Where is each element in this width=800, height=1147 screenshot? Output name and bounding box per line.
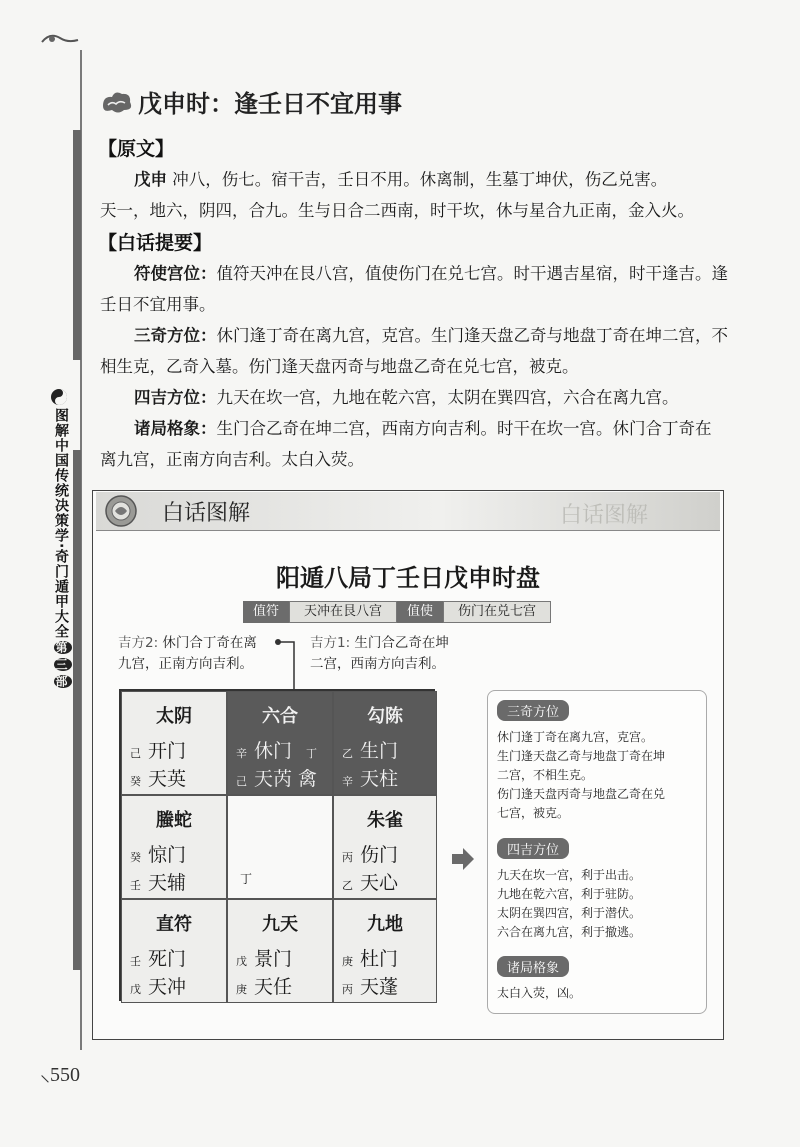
margin-bar [73,450,81,970]
plain-heading: 【白话提要】 [98,232,213,254]
chart-title: 阳遁八局丁壬日戊申时盘 [276,564,540,592]
palace-center-5: 丁 [227,795,333,899]
cloud-ornament-icon [100,88,134,116]
palace-gen-8: 直符 壬 死门 戊 天冲 [121,899,227,1003]
panel-four-auspicious-text: 九天在坎一宫，利于出击。 九地在乾六宫，利于驻防。 太阴在巽四宫，利于潜伏。 六合在离九宫，利于撤逃。 [497,868,642,939]
figure-header-title: 白话图解 [162,501,251,526]
callout-connector [270,636,300,692]
margin-bar [73,130,81,360]
palace-zhen-3: 螣蛇 癸 惊门 壬 天辅 [121,795,227,899]
palace-kun-2: 勾陈 乙 生门 辛 天柱 [333,691,437,795]
palace-dui-7: 朱雀 丙 伤门 乙 天心 [333,795,437,899]
note-auspicious-2: 吉方2: 休门合丁奇在离 九宫，正南方向吉利。 [118,635,257,672]
page-number: ⸜550 [40,1064,80,1086]
note-auspicious-1: 吉方1: 生门合乙奇在坤 二宫，西南方向吉利。 [310,635,449,672]
figure-header-watermark: 白话图解 [560,503,649,528]
side-series-title: 图解中国传统决策学·奇门遁甲大全第三部 [50,408,72,690]
palace-xun-4: 太阴 己 开门 癸 天英 [121,691,227,795]
yin-yang-icon [50,388,68,406]
panel-tag-patterns: 诸局格象 [497,956,569,977]
original-heading: 【原文】 [98,138,175,160]
zhifu-zhishi-row: 值符 天冲在艮八宫 值使 伤门在兑七宫 [243,601,551,623]
palace-kan-1: 九天 戊 景门 庚 天任 [227,899,333,1003]
palace-li-9: 六合 辛 休门 丁 己 天芮 禽 [227,691,333,795]
panel-tag-three-wonders: 三奇方位 [497,700,569,721]
panel-tag-four-auspicious: 四吉方位 [497,838,569,859]
corner-ornament-icon [40,30,80,48]
original-label: 戊申 [134,170,167,189]
medallion-icon [104,494,138,528]
plain-summary: 符使宫位：值符天冲在艮八宫，值使伤门在兑七宫。时干遇吉星宿，时干逢吉。逢 壬日不宜用事。 三奇方位：休门逢丁奇在离九宫，克宫。生门逢天盘乙奇与地盘丁奇在坤二宫，不 相生克，乙奇入墓。伤门逢天盘丙奇与地盘乙奇在兑七宫，被克。 四吉方位：九天在坎一宫，九地在乾六宫，太阴在巽四宫，六合在离九宫。 诸局格象：生门合乙奇在坤二宫，西南方向吉利。时干在坎一宫。休门合丁奇在 离九宫，正南方向吉利。太白入荧。 [100,264,728,469]
palace-qian-6: 九地 庚 杜门 丙 天蓬 [333,899,437,1003]
original-text: 戊申 冲八，伤七。宿干吉，壬日不用。休离制，生墓丁坤伏，伤乙兑害。 天一，地六，阴四，合九。生与日合二西南，时干坎，休与星合九正南，金入火。 [100,170,694,220]
section-title: 戊申时：逢壬日不宜用事 [138,90,402,118]
arrow-right-icon [450,846,476,872]
panel-three-wonders-text: 休门逢丁奇在离九宫，克宫。 生门逢天盘乙奇与地盘丁奇在坤 二宫，不相生克。 伤门逢天盘丙奇与地盘乙奇在兑 七宫，被克。 [497,730,666,820]
panel-patterns-text: 太白入荧，凶。 [497,986,582,1000]
qimen-chart-grid [119,689,435,1001]
